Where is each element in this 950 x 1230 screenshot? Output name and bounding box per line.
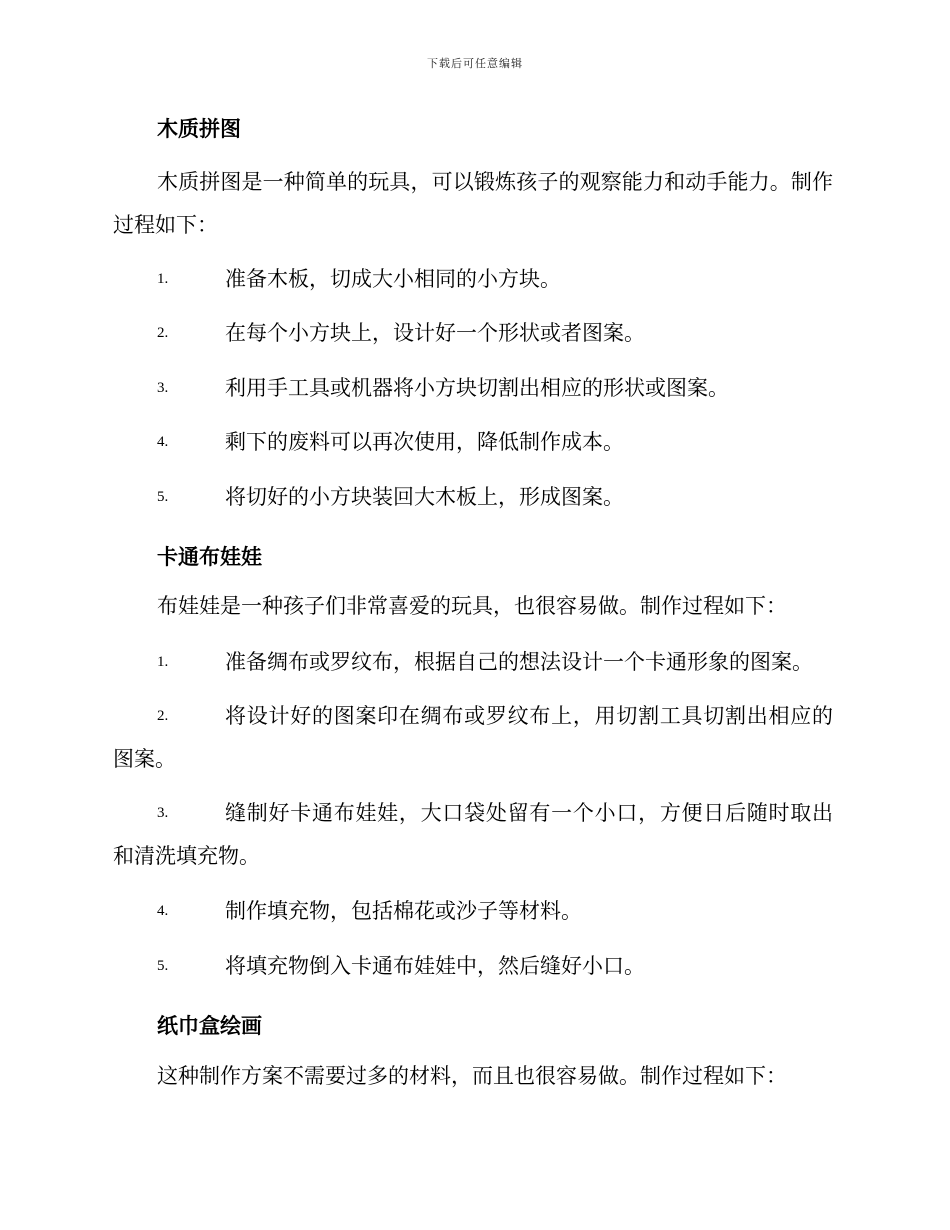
list-item-number: 3. (157, 380, 169, 396)
list-item (113, 792, 833, 878)
list-item-number: 2. (157, 325, 169, 341)
section-title-tissue-box-painting: 纸巾盒绘画 (157, 1014, 262, 1038)
list-item-text: 将切好的小方块装回大木板上，形成图案。 (225, 485, 624, 509)
list-item-number: 5. (157, 958, 169, 974)
list-item-number: 2. (157, 708, 169, 724)
list-item-number: 4. (157, 903, 169, 919)
section-intro-cartoon-doll: 布娃娃是一种孩子们非常喜爱的玩具，也很容易做。制作过程如下： (157, 594, 787, 618)
list-item (113, 641, 833, 684)
list-item-text: 制作填充物，包括棉花或沙子等材料。 (225, 899, 582, 923)
list-item-text: 将设计好的图案印在绸布或罗纹布上，用切割工具切割出相应的图案。 (113, 704, 833, 771)
list-item-number: 5. (157, 489, 169, 505)
list-item-text: 利用手工具或机器将小方块切割出相应的形状或图案。 (225, 376, 729, 400)
list-item-number: 1. (157, 271, 169, 287)
section-title-cartoon-doll: 卡通布娃娃 (157, 545, 262, 569)
list-item-number: 4. (157, 434, 169, 450)
list-item-number: 1. (157, 654, 169, 670)
list-item (113, 890, 833, 933)
list-item (113, 312, 833, 355)
section-title-wooden-puzzle: 木质拼图 (157, 117, 241, 141)
section-intro-tissue-box-painting: 这种制作方案不需要过多的材料，而且也很容易做。制作过程如下： (157, 1064, 787, 1088)
list-item (113, 367, 833, 410)
section-intro-wooden-puzzle: 木质拼图是一种简单的玩具，可以锻炼孩子的观察能力和动手能力。制作过程如下： (113, 170, 833, 237)
list-item (113, 476, 833, 519)
list-item-text: 在每个小方块上，设计好一个形状或者图案。 (225, 321, 645, 345)
list-item-text: 剩下的废料可以再次使用，降低制作成本。 (225, 430, 624, 454)
list-item-text: 准备木板，切成大小相同的小方块。 (225, 267, 561, 291)
list-item (113, 945, 833, 988)
list-item-text: 准备绸布或罗纹布，根据自己的想法设计一个卡通形象的图案。 (225, 650, 813, 674)
list-item (113, 695, 833, 781)
list-item (113, 258, 833, 301)
list-item (113, 421, 833, 464)
list-item-number: 3. (157, 805, 169, 821)
list-item-text: 缝制好卡通布娃娃，大口袋处留有一个小口，方便日后随时取出和清洗填充物。 (113, 801, 833, 868)
list-item-text: 将填充物倒入卡通布娃娃中，然后缝好小口。 (225, 954, 645, 978)
header-note: 下载后可任意编辑 (427, 57, 523, 70)
